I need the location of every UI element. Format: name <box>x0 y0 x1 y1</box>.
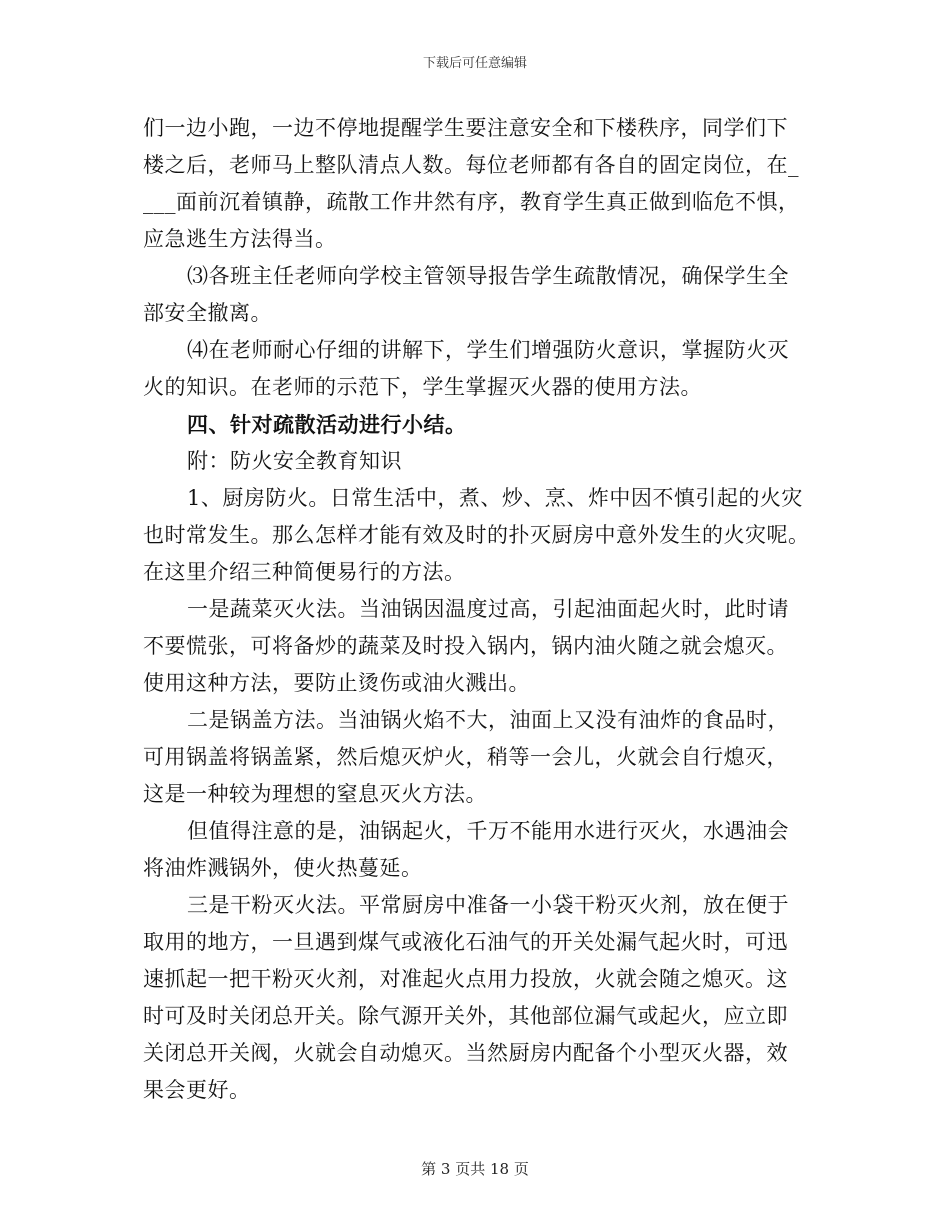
text-line: 将油炸溅锅外，使火热蔓延。 <box>143 856 423 880</box>
text-line: 时可及时关闭总开关。除气源开关外，其他部位漏气或起火，应立即 <box>143 1004 788 1028</box>
page-header: 下载后可任意编辑 <box>422 56 527 71</box>
text-line: 但值得注意的是，油锅起火，千万不能用水进行灭火，水遇油会 <box>187 819 789 843</box>
text-line: 附：防火安全教育知识 <box>187 449 402 473</box>
text-line: 二是锅盖方法。当油锅火焰不大，油面上又没有油炸的食品时， <box>187 708 789 732</box>
text-line: 楼之后，老师马上整队清点人数。每位老师都有各自的固定岗位，在_ <box>143 153 799 177</box>
text-line: 果会更好。 <box>143 1078 251 1102</box>
page-footer: 第 3 页共 18 页 <box>421 1160 529 1178</box>
text-line: 三是干粉灭火法。平常厨房中准备一小袋干粉灭火剂，放在便于 <box>187 893 789 917</box>
section-heading: 四、针对疏散活动进行小结。 <box>187 412 467 437</box>
text-line: ⑷在老师耐心仔细的讲解下，学生们增强防火意识，掌握防火灭 <box>187 338 789 362</box>
text-line: 这是一种较为理想的窒息灭火方法。 <box>143 782 487 806</box>
text-line: 使用这种方法，要防止烫伤或油火溅出。 <box>143 671 530 695</box>
text-line: ___面前沉着镇静，疏散工作井然有序，教育学生真正做到临危不惧， <box>143 190 800 214</box>
text-line: ⑶各班主任老师向学校主管领导报告学生疏散情况，确保学生全 <box>187 264 789 288</box>
text-line: 应急逃生方法得当。 <box>143 227 337 251</box>
text-line: 部安全撤离。 <box>143 301 272 325</box>
text-line: 不要慌张，可将备炒的蔬菜及时投入锅内，锅内油火随之就会熄灭。 <box>143 634 788 658</box>
body-text <box>143 110 808 1109</box>
text-line: 们一边小跑，一边不停地提醒学生要注意安全和下楼秩序，同学们下 <box>143 116 788 140</box>
text-line: 1、厨房防火。日常生活中，煮、炒、烹、炸中因不慎引起的火灾 <box>187 486 803 510</box>
text-line: 可用锅盖将锅盖紧，然后熄灭炉火，稍等一会儿，火就会自行熄灭， <box>143 745 788 769</box>
text-line: 也时常发生。那么怎样才能有效及时的扑灭厨房中意外发生的火灾呢。 <box>143 523 810 547</box>
text-line: 一是蔬菜灭火法。当油锅因温度过高，引起油面起火时，此时请 <box>187 597 789 621</box>
text-line: 关闭总开关阀，火就会自动熄灭。当然厨房内配备个小型灭火器，效 <box>143 1041 788 1065</box>
text-line: 速抓起一把干粉灭火剂，对准起火点用力投放，火就会随之熄灭。这 <box>143 967 788 991</box>
text-line: 取用的地方，一旦遇到煤气或液化石油气的开关处漏气起火时，可迅 <box>143 930 788 954</box>
text-line: 火的知识。在老师的示范下，学生掌握灭火器的使用方法。 <box>143 375 702 399</box>
text-line: 在这里介绍三种简便易行的方法。 <box>143 560 466 584</box>
